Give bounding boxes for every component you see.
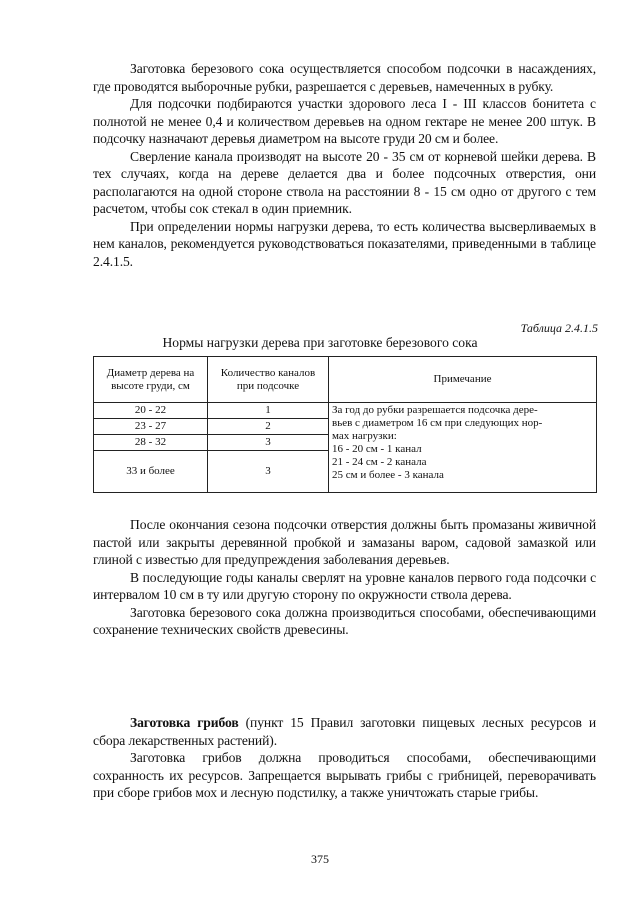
mushrooms-section xyxy=(93,714,596,802)
note-line: вьев с диаметром 16 см при следующих нор- xyxy=(332,417,543,429)
channels-cell: 2 xyxy=(208,419,329,435)
header-diameter: Диаметр дерева на высоте груди, см xyxy=(94,357,208,403)
channels-cell: 1 xyxy=(208,403,329,419)
diameter-cell: 23 - 27 xyxy=(94,419,208,435)
note-line: За год до рубки разрешается подсочка дере- xyxy=(332,404,538,416)
table-caption: Таблица 2.4.1.5 xyxy=(520,321,598,335)
paragraph: Заготовка березового сока осуществляется способом подсочки в насаждениях, где проводятся выборочные рубки, разрешается с деревьев, намеченных в рубку. xyxy=(93,61,596,94)
intro-text-block xyxy=(93,60,596,270)
table-header-row xyxy=(94,357,597,403)
section-heading-paragraph xyxy=(93,714,596,749)
page-number: 375 xyxy=(311,852,329,866)
paragraph: Для подсочки подбираются участки здорового леса I - III классов бонитета с полнотой не менее 0,4 и количеством деревьев на одном гектаре не менее 200 штук. В подсочку назначают деревья диаметром на высоте груди 20 см и более. xyxy=(93,96,596,146)
diameter-cell: 28 - 32 xyxy=(94,435,208,451)
note-line: 25 см и более - 3 канала xyxy=(332,469,444,481)
header-channels: Количество каналов при подсочке xyxy=(208,357,329,403)
note-cell xyxy=(329,403,597,493)
diameter-cell: 33 и более xyxy=(94,451,208,493)
paragraph: В последующие годы каналы сверлят на уровне каналов первого года подсочки с интервалом 10 см в ту или другую сторону по окружности ствола дерева. xyxy=(93,569,596,602)
paragraph: При определении нормы нагрузки дерева, то есть количества высверливаемых в нем каналов, рекомендуется руководствоваться показателями, приведенными в таблице 2.4.1.5. xyxy=(93,218,596,269)
table-title: Нормы нагрузки дерева при заготовке березового сока xyxy=(162,335,478,350)
paragraph: Заготовка грибов должна проводиться способами, обеспечивающими сохранность их ресурсов. Запрещается вырывать грибы с грибницей, переворачивать при сборе грибов мох и лесную подстилку, а также уничтожать старые грибы. xyxy=(93,750,596,800)
channels-cell: 3 xyxy=(208,451,329,493)
load-norms-table xyxy=(93,356,597,493)
note-line: мах нагрузки: xyxy=(332,430,397,442)
channels-cell: 3 xyxy=(208,435,329,451)
section-heading: Заготовка грибов xyxy=(130,715,239,730)
note-line: 16 - 20 см - 1 канал xyxy=(332,443,422,455)
note-line: 21 - 24 см - 2 канала xyxy=(332,456,427,468)
paragraph: Сверление канала производят на высоте 20 - 35 см от корневой шейки дерева. В тех случаях, когда на дереве делается два и более подсочных отверстия, они располагаются на одной стороне ствола на расстоянии 8 - 15 см одно от другого с тем расчетом, чтобы сок стекал в один приемник. xyxy=(93,148,596,216)
paragraph: Заготовка березового сока должна производиться способами, обеспечивающими сохранение технических свойств древесины. xyxy=(93,604,596,637)
header-note: Примечание xyxy=(329,357,597,403)
after-table-text-block xyxy=(93,516,596,639)
diameter-cell: 20 - 22 xyxy=(94,403,208,419)
table-row xyxy=(94,403,597,419)
section-heading-rest: (пункт 15 Правил заготовки пищевых лесных ресурсов и сбора лекарственных растений). xyxy=(93,715,596,748)
paragraph: После окончания сезона подсочки отверстия должны быть промазаны живичной пастой или закрыты деревянной пробкой и замазаны варом, садовой замазкой или глиной с известью для предупреждения заболевания деревьев. xyxy=(93,517,596,567)
